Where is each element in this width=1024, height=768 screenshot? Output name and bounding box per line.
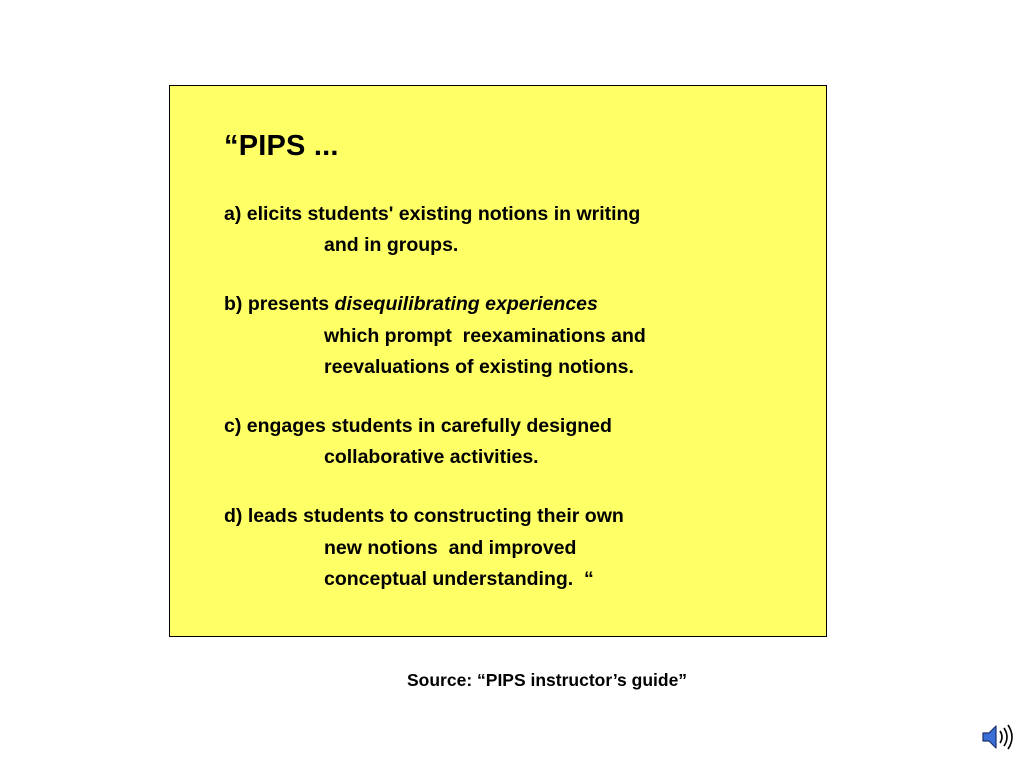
list-item-continuation: collaborative activities. [324,446,539,469]
source-caption: Source: “PIPS instructor’s guide” [407,670,688,690]
list-item-continuation: which prompt reexaminations and [324,324,646,347]
list-item-continuation: conceptual understanding. “ [324,568,594,591]
list-item-first-line [224,501,806,533]
list-item-first-line [224,289,806,321]
page-title: “PIPS ... [224,130,339,162]
list-item-first-line [224,199,806,231]
list-item [224,289,806,384]
list-item [224,501,806,596]
content-block [224,131,806,596]
list-item-continuation: reevaluations of existing notions. [324,356,634,379]
list-item-text: b) presents [224,293,335,316]
content-box [169,85,827,637]
list-item-emphasis: disequilibrating experiences [334,293,598,316]
list-item-continuation: and in groups. [324,234,459,257]
list-item-first-line [224,411,806,443]
speaker-icon[interactable] [980,722,1014,752]
list-item-text: c) engages students in carefully designed [224,414,612,437]
list-item-continuation: new notions and improved [324,536,577,559]
list-item [224,411,806,474]
list-item-text: d) leads students to constructing their own [224,504,624,527]
list-item-text: a) elicits students' existing notions in writing [224,202,641,225]
list-item [224,199,806,262]
